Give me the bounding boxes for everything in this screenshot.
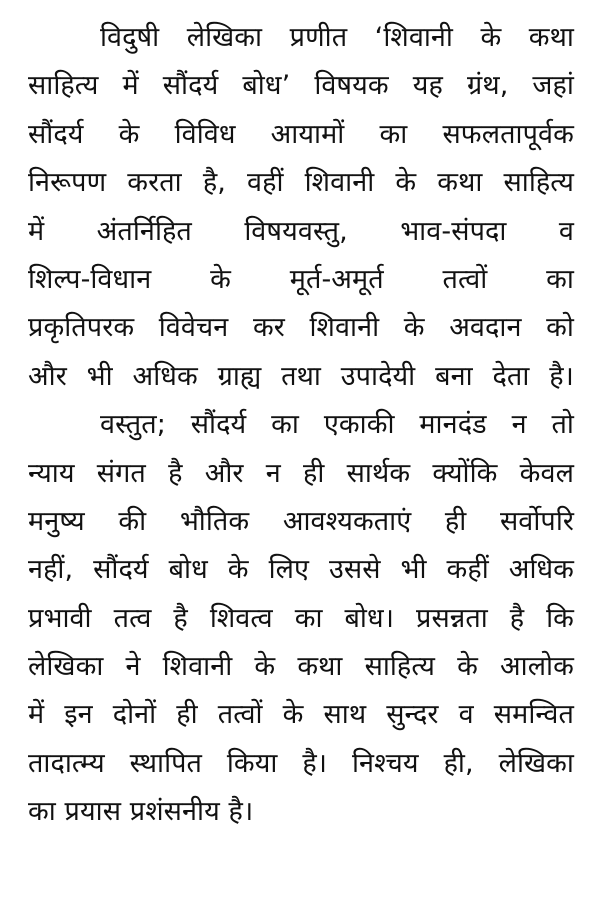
text-line: निरूपण करता है, वहीं शिवानी के कथा साहित्य	[28, 167, 574, 199]
text-line: न्याय संगत है और न ही सार्थक क्योंकि केवल	[28, 457, 574, 489]
text-line: लेखिका ने शिवानी के कथा साहित्य के आलोक	[28, 651, 574, 683]
text-line: में अंतर्निहित विषयवस्तु, भाव-संपदा व	[28, 215, 574, 247]
text-line: तादात्म्य स्थापित किया है। निश्चय ही, लेखिका	[28, 747, 574, 779]
text-line: साहित्य में सौंदर्य बोध’ विषयक यह ग्रंथ, जहां	[28, 70, 574, 102]
text-line: सौंदर्य के विविध आयामों का सफलतापूर्वक	[28, 118, 574, 150]
text-line: का प्रयास प्रशंसनीय है।	[28, 796, 254, 828]
text-line: शिल्प-विधान के मूर्त-अमूर्त तत्वों का	[28, 263, 574, 295]
text-line: और भी अधिक ग्राह्य तथा उपादेयी बना देता है।	[28, 360, 574, 392]
text-line: प्रभावी तत्व है शिवत्व का बोध। प्रसन्नता है कि	[28, 602, 574, 634]
text-line: मनुष्य की भौतिक आवश्यकताएं ही सर्वोपरि	[28, 505, 574, 537]
text-line: प्रकृतिपरक विवेचन कर शिवानी के अवदान को	[28, 312, 574, 344]
text-line: वस्तुत; सौंदर्य का एकाकी मानदंड न तो	[100, 409, 574, 441]
text-line: नहीं, सौंदर्य बोध के लिए उससे भी कहीं अधिक	[28, 554, 574, 586]
paragraph-1	[28, 14, 574, 401]
text-line: में इन दोनों ही तत्वों के साथ सुन्दर व समन्वित	[28, 699, 574, 731]
paragraph-2	[28, 401, 574, 837]
text-line: विदुषी लेखिका प्रणीत ‘शिवानी के कथा	[100, 22, 574, 53]
